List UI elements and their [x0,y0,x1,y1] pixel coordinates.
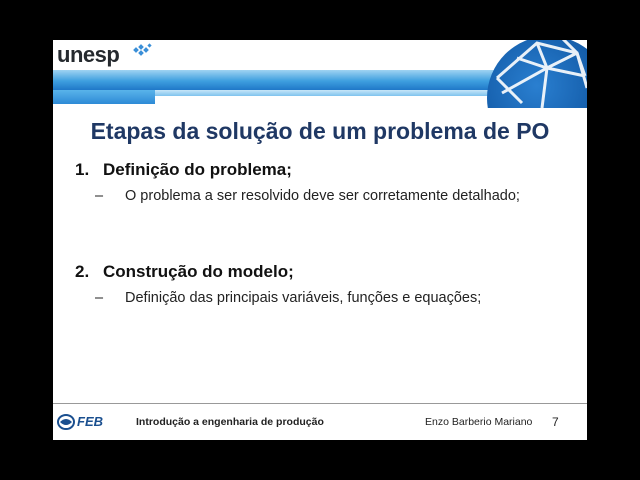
list-item [75,160,575,206]
unesp-logo-icon [132,42,154,60]
item-heading: Construção do modelo; [103,262,294,281]
dash-bullet: – [95,290,104,306]
slide-header [53,40,587,108]
globe-icon [477,40,587,108]
page-number: 7 [552,415,559,429]
dash-bullet: – [95,188,104,204]
slide-title: Etapas da solução de um problema de PO [90,118,550,144]
footer-author: Enzo Barberio Mariano [425,416,533,428]
item-heading: Definição do problema; [103,160,292,179]
unesp-logo: unesp [57,42,120,67]
slide-footer [53,406,587,436]
item-text: Definição das principais variáveis, funções e equações; [125,290,482,306]
footer-divider [53,403,587,404]
item-number: 2. [75,262,90,281]
list-item [75,262,575,308]
slide [53,40,587,440]
item-number: 1. [75,160,90,179]
feb-logo-icon [57,412,117,432]
header-stripe-left [53,90,155,104]
item-text: O problema a ser resolvido deve ser corretamente detalhado; [125,188,520,204]
feb-logo-text: FEB [77,414,103,429]
footer-course: Introdução a engenharia de produção [136,416,324,428]
